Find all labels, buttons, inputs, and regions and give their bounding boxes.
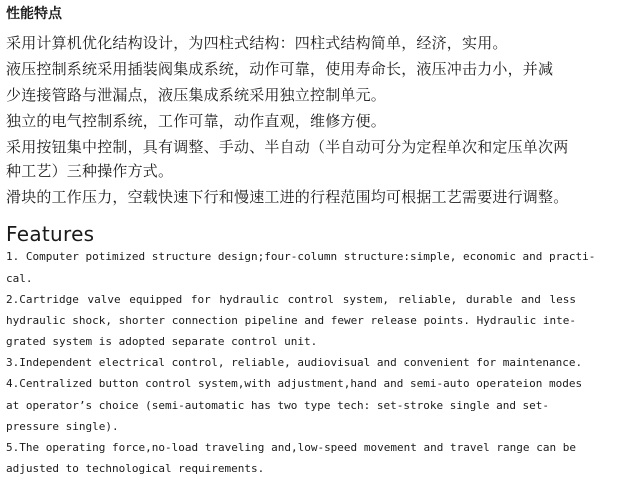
english-feature-line: 4.Centralized button control system,with adjustment,hand and semi-auto operateion modes [6,377,583,390]
english-feature-line: 2.Cartridge valve equipped for hydraulic control system, reliable, durable and less [6,293,576,306]
chinese-feature-line: 种工艺）三种操作方式。 [6,162,174,180]
english-feature-line: 1. Computer potimized structure design;four-column structure:simple, economic and practi- [6,250,596,263]
english-feature-line: 3.Independent electrical control, reliable, audiovisual and convenient for maintenance. [6,356,583,369]
english-feature-line: grated system is adopted separate control unit. [6,335,318,348]
chinese-feature-line: 滑块的工作压力，空载快速下行和慢速工进的行程范围均可根据工艺需要进行调整。 [6,188,569,206]
chinese-feature-line: 液压控制系统采用插装阀集成系统，动作可靠，使用寿命长，液压冲击力小，并减 [6,60,554,78]
english-feature-line: 5.The operating force,no-load traveling and,low-speed movement and travel range can be [6,441,576,454]
chinese-section-title: 性能特点 [6,6,62,22]
english-feature-line: hydraulic shock, shorter connection pipeline and fewer release points. Hydraulic inte- [6,314,576,327]
chinese-feature-line: 采用按钮集中控制，具有调整、手动、半自动（半自动可分为定程单次和定压单次两 [6,138,569,156]
chinese-feature-line: 少连接管路与泄漏点，液压集成系统采用独立控制单元。 [6,86,387,104]
english-feature-line: adjusted to technological requirements. [6,462,265,475]
chinese-feature-line: 独立的电气控制系统，工作可靠，动作直观，维修方便。 [6,112,387,130]
english-feature-line: pressure single). [6,420,119,433]
english-feature-line: at operator’s choice (semi-automatic has two type tech: set-stroke single and set- [6,399,550,412]
english-section-heading: Features [6,222,95,246]
english-feature-line: cal. [6,272,33,285]
chinese-feature-line: 采用计算机优化结构设计，为四柱式结构：四柱式结构简单，经济，实用。 [6,34,508,52]
